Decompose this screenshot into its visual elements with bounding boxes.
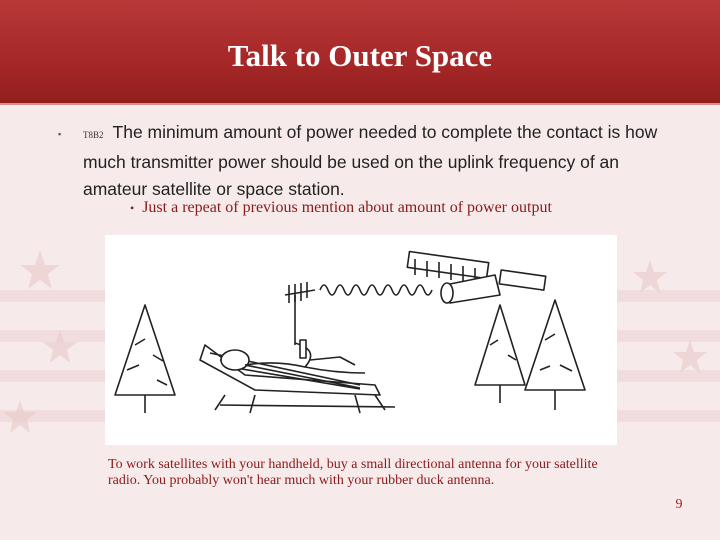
- question-code: T8B2: [83, 130, 104, 140]
- cartoon-image: [105, 235, 617, 445]
- bullet-marker: ▪: [58, 129, 62, 139]
- image-caption: To work satellites with your handheld, buy a small directional antenna for your satellite radio. You probably won't hear much with your rubber duck antenna.: [108, 457, 598, 488]
- sub-bullet: [130, 199, 650, 217]
- page-number: 9: [675, 497, 683, 512]
- satellite-cartoon-illustration: [105, 235, 617, 445]
- main-bullet-text: The minimum amount of power needed to complete the contact is how much transmitter power should be used on the uplink frequency of an amateur satellite or space station.: [83, 122, 658, 199]
- main-bullet: [83, 119, 673, 203]
- sub-bullet-text: Just a repeat of previous mention about amount of power output: [142, 199, 552, 216]
- sub-bullet-marker: •: [130, 201, 135, 215]
- slide-title: Talk to Outer Space: [227, 38, 493, 73]
